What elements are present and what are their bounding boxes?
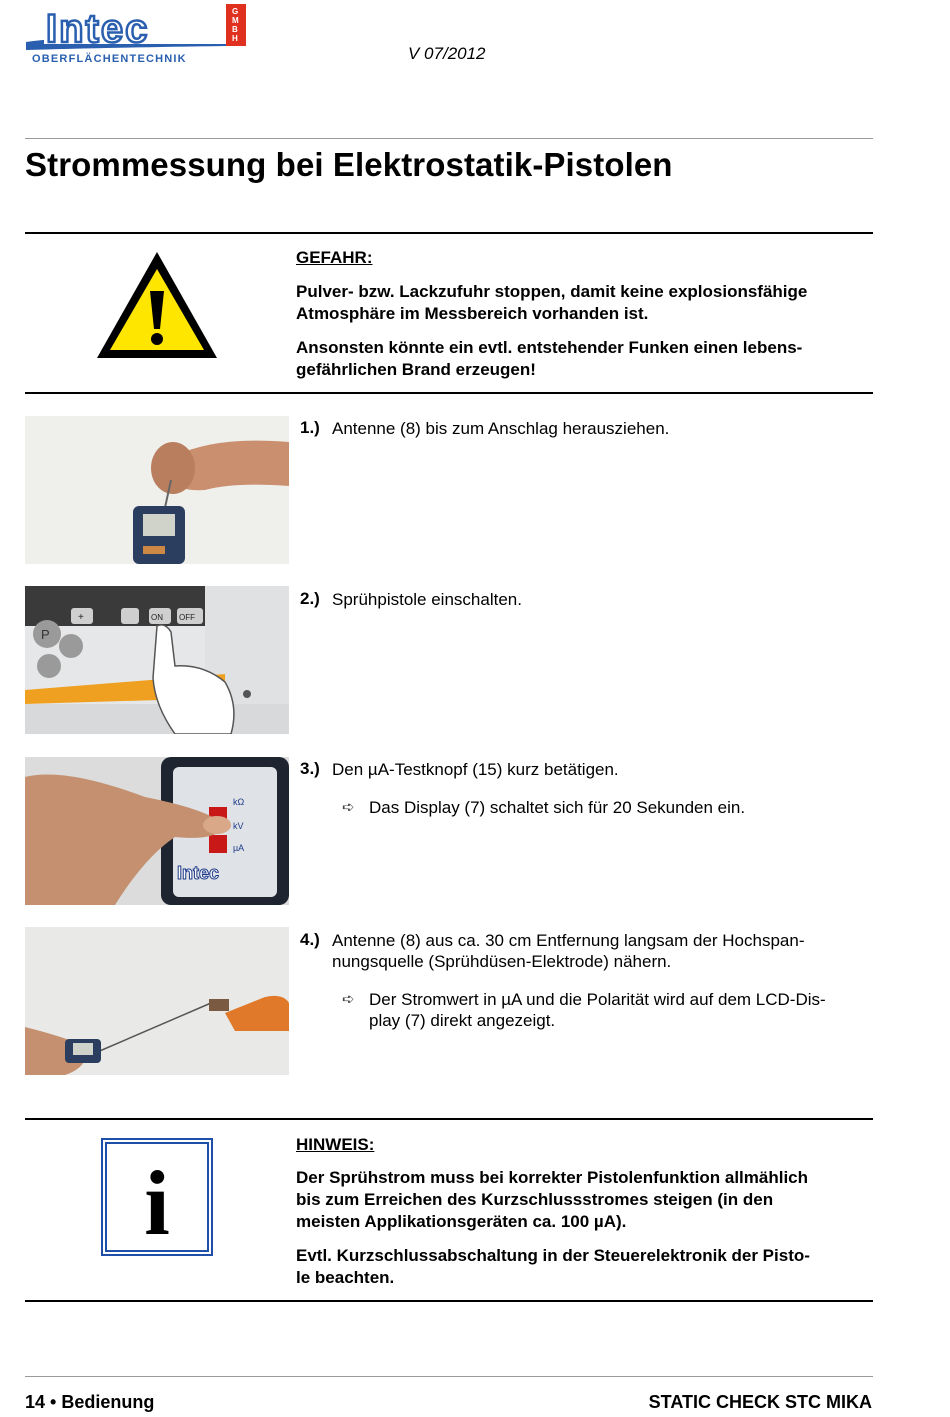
notice-label: HINWEIS: (296, 1135, 375, 1154)
step-4-result-arrow-icon: ➪ (342, 991, 355, 1008)
svg-text:Intec: Intec (46, 7, 150, 51)
step-3-result-text: Das Display (7) schaltet sich für 20 Sekunden ein. (369, 798, 746, 817)
svg-text:OBERFLÄCHENTECHNIK: OBERFLÄCHENTECHNIK (32, 53, 187, 64)
danger-top-rule (25, 232, 873, 234)
warning-triangle-icon (94, 249, 220, 366)
svg-text:kV: kV (233, 821, 244, 831)
step-1-text: Antenne (8) bis zum Anschlag herausziehen. (332, 419, 670, 438)
antenna-extension-photo (25, 416, 289, 564)
document-version: V 07/2012 (408, 44, 486, 63)
footer-page-section: 14 • Bedienung (25, 1392, 155, 1412)
page-title: Strommessung bei Elektrostatik-Pistolen (25, 146, 673, 183)
svg-text:G: G (232, 7, 239, 16)
danger-paragraph-2: Ansonsten könnte ein evtl. entstehender Funken einen lebens- gefährlichen Brand erzeugen! (296, 338, 803, 379)
info-icon (101, 1138, 213, 1261)
svg-text:kΩ: kΩ (233, 797, 245, 807)
step-4-number: 4.) (300, 930, 320, 949)
control-panel-on-button-photo (25, 586, 289, 734)
step-4-text: Antenne (8) aus ca. 30 cm Entfernung langsam der Hochspan- nungsquelle (Sprühdüsen-Elektrode) nähern. (332, 931, 805, 971)
svg-text:i: i (144, 1152, 170, 1254)
step-1-number: 1.) (300, 418, 320, 437)
danger-bottom-rule (25, 392, 873, 394)
step-3-number: 3.) (300, 759, 320, 778)
step-4-result-text: Der Stromwert in µA und die Polarität wird auf dem LCD-Dis- play (7) direkt angezeigt. (369, 990, 826, 1030)
intec-logo (26, 4, 250, 64)
header-divider (25, 138, 873, 139)
footer-divider (25, 1376, 873, 1377)
danger-label: GEFAHR: (296, 248, 373, 267)
svg-text:Intec: Intec (177, 863, 220, 883)
notice-bottom-rule (25, 1300, 873, 1302)
notice-paragraph-1: Der Sprühstrom muss bei korrekter Pistolenfunktion allmählich bis zum Erreichen des Kurzschlussstromes steigen (in den meisten Applikationsgeräten ca. 100 µA). (296, 1168, 809, 1231)
test-button-press-photo (25, 757, 289, 905)
step-3-result-arrow-icon: ➪ (342, 799, 355, 816)
svg-text:µA: µA (233, 843, 245, 853)
notice-top-rule (25, 1118, 873, 1120)
svg-text:+: + (78, 612, 84, 623)
step-3-text: Den µA-Testknopf (15) kurz betätigen. (332, 760, 619, 779)
notice-paragraph-2: Evtl. Kurzschlussabschaltung in der Steuerelektronik der Pisto- le beachten. (296, 1246, 810, 1287)
svg-text:ON: ON (151, 613, 163, 622)
measurement-at-spray-gun-photo (25, 927, 289, 1075)
svg-text:H: H (232, 34, 238, 43)
svg-text:B: B (232, 25, 238, 34)
step-2-text: Sprühpistole einschalten. (332, 590, 522, 609)
footer-product-name: STATIC CHECK STC MIKA (648, 1392, 872, 1412)
svg-text:P: P (41, 627, 50, 642)
svg-text:M: M (232, 16, 239, 25)
danger-paragraph-1: Pulver- bzw. Lackzufuhr stoppen, damit keine explosionsfähige Atmosphäre im Messbereich vorhanden ist. (296, 282, 808, 323)
svg-text:OFF: OFF (179, 613, 195, 622)
step-2-number: 2.) (300, 589, 320, 608)
